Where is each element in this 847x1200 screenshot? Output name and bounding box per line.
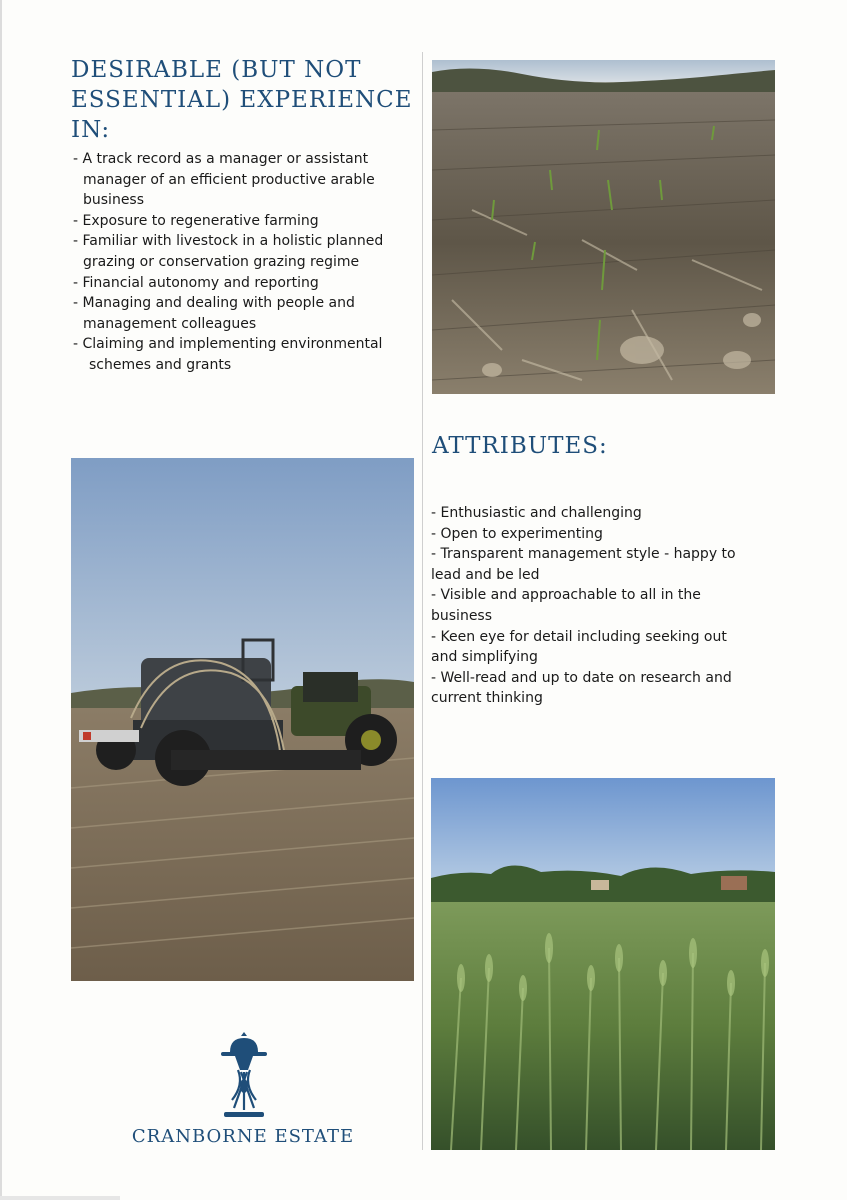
list-item: - Familiar with livestock in a holistic planned grazing or conservation grazing regime <box>73 233 384 270</box>
list-item: - Exposure to regenerative farming <box>73 212 319 229</box>
desirable-experience-list <box>73 149 413 376</box>
page-edge <box>0 0 2 1200</box>
wheat-field-photo <box>431 778 775 1150</box>
cranborne-estate-logo <box>130 1030 356 1152</box>
list-item: - Enthusiastic and challenging <box>431 505 642 521</box>
seedlings-field-photo <box>432 60 775 394</box>
list-item: - Well-read and up to date on research and current thinking <box>431 669 732 707</box>
desirable-experience-heading: DESIRABLE (BUT NOT ESSENTIAL) EXPERIENCE IN: <box>71 57 413 143</box>
list-item: - A track record as a manager or assistant manager of an efficient productive arable business <box>73 151 375 209</box>
tractor-drill-photo <box>71 458 414 981</box>
page-edge-bottom <box>0 1196 120 1200</box>
attributes-heading: ATTRIBUTES: <box>432 433 608 459</box>
list-item: - Claiming and implementing environmental schemes and grants <box>73 336 383 373</box>
list-item: - Managing and dealing with people and management colleagues <box>73 295 355 332</box>
list-item: - Visible and approachable to all in the business <box>431 587 701 624</box>
attributes-list <box>431 503 751 709</box>
estate-crest-icon <box>218 1030 270 1122</box>
list-item: - Transparent management style - happy to lead and be led <box>431 546 736 583</box>
list-item: - Open to experimenting <box>431 525 603 542</box>
list-item: - Keen eye for detail including seeking out and simplifying <box>431 628 727 666</box>
brand-name: CRANBORNE ESTATE <box>131 1126 355 1147</box>
column-divider <box>422 52 423 1150</box>
list-item: - Financial autonomy and reporting <box>73 274 319 291</box>
